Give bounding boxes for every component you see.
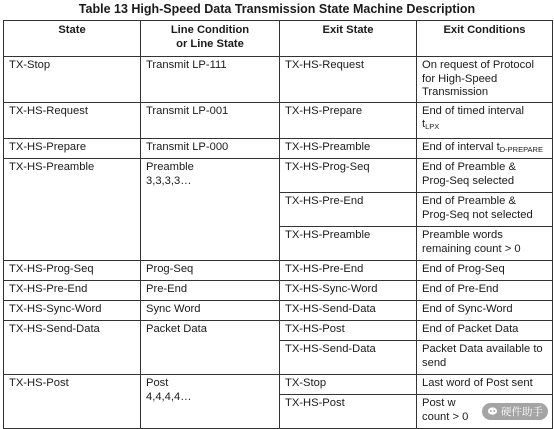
timing-subscript: LPX	[425, 122, 440, 132]
state-cell: TX-HS-Prepare	[4, 138, 141, 159]
header-state: State	[4, 21, 141, 57]
exit-condition-line: send	[422, 356, 447, 369]
exit-condition-line: Prog-Seq not selected	[422, 208, 533, 221]
exit-condition-line: Post w	[422, 397, 456, 410]
table-row	[4, 321, 553, 341]
table-title: Table 13 High-Speed Data Transmission State Machine Description	[78, 2, 476, 16]
state-cell: TX-HS-Request	[4, 102, 141, 138]
exit-state-cell: TX-HS-Prog-Seq	[280, 159, 417, 193]
line-condition-cell	[141, 375, 280, 429]
line-condition-cell	[141, 159, 280, 261]
header-line-condition	[141, 21, 280, 57]
state-machine-table	[3, 20, 553, 429]
chat-bubble-icon	[487, 406, 498, 417]
timing-subscript: D-PREPARE	[499, 144, 543, 154]
exit-state-cell: TX-HS-Pre-End	[280, 261, 417, 281]
exit-condition-line: Transmission	[422, 86, 489, 99]
exit-condition-cell: End of Prog-Seq	[417, 261, 553, 281]
exit-state-cell: TX-HS-Preamble	[280, 227, 417, 261]
exit-condition-line: for High-Speed	[422, 72, 498, 85]
table-row	[4, 138, 553, 159]
exit-state-cell: TX-HS-Sync-Word	[280, 281, 417, 301]
exit-state-cell: TX-HS-Preamble	[280, 138, 417, 159]
header-line-condition-line-2: or Line State	[176, 37, 244, 50]
state-cell: TX-HS-Prog-Seq	[4, 261, 141, 281]
line-condition-cell: Prog-Seq	[141, 261, 280, 281]
exit-state-cell: TX-HS-Pre-End	[280, 193, 417, 227]
exit-condition-cell	[417, 138, 553, 159]
exit-state-cell: TX-HS-Send-Data	[280, 301, 417, 321]
table-row	[4, 57, 553, 103]
line-condition-cell: Transmit LP-000	[141, 138, 280, 159]
exit-condition-cell	[417, 341, 553, 375]
exit-condition-line: On request of Protocol	[422, 59, 534, 71]
exit-condition-cell: End of Sync-Word	[417, 301, 553, 321]
exit-condition-line: count > 0	[422, 410, 469, 423]
exit-condition-cell	[417, 227, 553, 261]
exit-condition-line: End of Preamble &	[422, 195, 516, 208]
timing-symbol: t	[422, 118, 426, 131]
table-row	[4, 375, 553, 395]
table-row	[4, 102, 553, 138]
table-row	[4, 301, 553, 321]
exit-condition-cell: End of Pre-End	[417, 281, 553, 301]
header-exit-conditions: Exit Conditions	[417, 21, 553, 57]
exit-condition-line: Prog-Seq selected	[422, 174, 515, 187]
exit-condition-line	[422, 118, 547, 134]
exit-condition-cell	[417, 159, 553, 193]
header-line-condition-line-1: Line Condition	[170, 24, 250, 36]
header-row	[4, 21, 553, 57]
exit-condition-cell: End of Packet Data	[417, 321, 553, 341]
line-condition-line: 3,3,3,3…	[146, 174, 192, 187]
exit-condition-line: Packet Data available to	[422, 343, 543, 356]
state-cell: TX-HS-Preamble	[4, 159, 141, 261]
line-condition-cell: Pre-End	[141, 281, 280, 301]
exit-state-cell: TX-HS-Post	[280, 395, 417, 429]
exit-state-cell: TX-HS-Prepare	[280, 102, 417, 138]
line-condition-cell: Sync Word	[141, 301, 280, 321]
state-cell: TX-Stop	[4, 57, 141, 103]
exit-state-cell: TX-HS-Post	[280, 321, 417, 341]
exit-condition-cell: Last word of Post sent	[417, 375, 553, 395]
state-cell: TX-HS-Pre-End	[4, 281, 141, 301]
line-condition-line: 4,4,4,4…	[146, 390, 192, 403]
timing-symbol: t	[496, 140, 500, 153]
exit-condition-line: End of timed interval	[422, 104, 524, 117]
line-condition-cell: Transmit LP-111	[141, 57, 280, 103]
exit-condition-line: End of interval	[422, 140, 497, 153]
exit-condition-cell	[417, 193, 553, 227]
exit-condition-cell	[417, 102, 553, 138]
exit-condition-line: End of Preamble &	[422, 161, 516, 174]
state-cell: TX-HS-Post	[4, 375, 141, 429]
line-condition-cell: Transmit LP-001	[141, 102, 280, 138]
table-row	[4, 159, 553, 193]
exit-condition-cell	[417, 57, 553, 103]
exit-state-cell: TX-HS-Request	[280, 57, 417, 103]
table-row	[4, 281, 553, 301]
exit-condition-line: remaining count > 0	[422, 242, 521, 255]
line-condition-line: Preamble	[146, 161, 194, 174]
state-cell: TX-HS-Send-Data	[4, 321, 141, 375]
line-condition-line: Post	[146, 377, 169, 390]
exit-state-cell: TX-HS-Send-Data	[280, 341, 417, 375]
watermark-text: 硬件助手	[501, 406, 543, 418]
watermark	[482, 403, 548, 420]
line-condition-cell: Packet Data	[141, 321, 280, 375]
exit-condition-line: Preamble words	[422, 229, 503, 242]
state-cell: TX-HS-Sync-Word	[4, 301, 141, 321]
exit-state-cell: TX-Stop	[280, 375, 417, 395]
header-exit-state: Exit State	[280, 21, 417, 57]
table-row	[4, 261, 553, 281]
